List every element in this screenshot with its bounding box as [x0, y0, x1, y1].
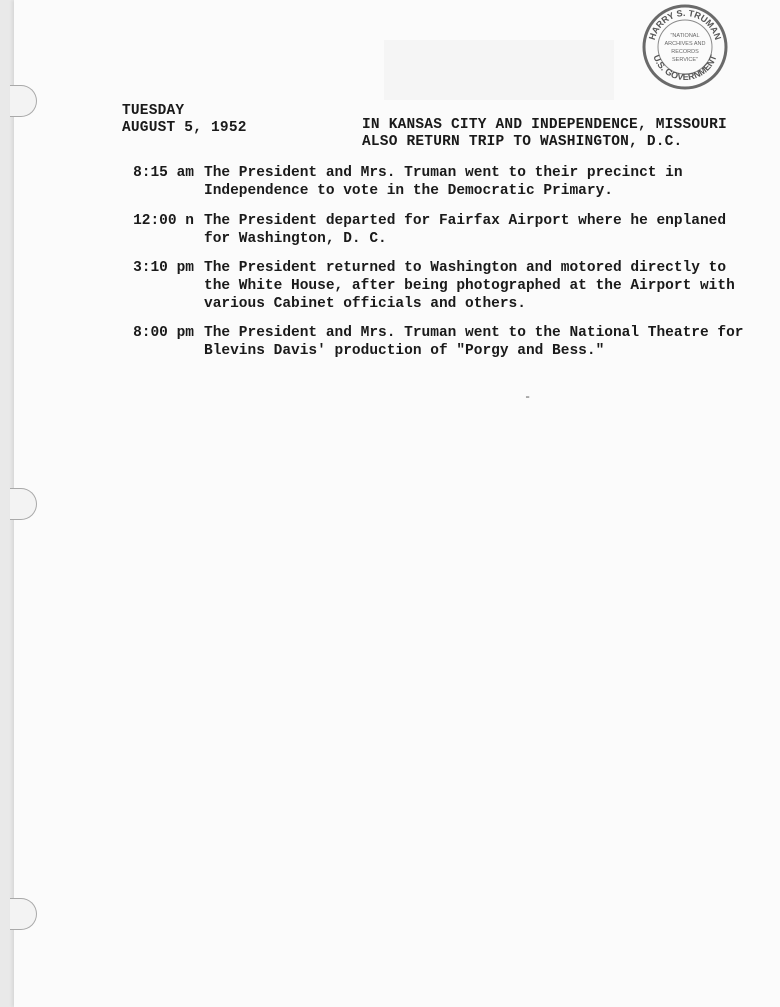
punch-hole-top: [10, 85, 37, 117]
stamp-inner-line2: ARCHIVES AND: [664, 41, 706, 47]
entry-time: 8:00 pm: [133, 325, 194, 341]
entry-line: The President departed for Fairfax Airport where he enplaned: [204, 213, 727, 229]
header-location-line1: IN KANSAS CITY AND INDEPENDENCE, MISSOURI: [362, 117, 727, 133]
header-location-line2: ALSO RETURN TRIP TO WASHINGTON, D.C.: [362, 134, 683, 150]
entry-time: 8:15 am: [133, 165, 194, 181]
entry-text: [204, 164, 724, 200]
entry-line: The President and Mrs. Truman went to their precinct in: [204, 165, 683, 181]
entry-text: [204, 259, 735, 313]
stamp-inner-line4: SERVICE": [672, 57, 698, 63]
stamp-outer-top: HARRY S. TRUMAN: [646, 7, 724, 42]
document-page: [14, 0, 780, 1007]
entry-text: [204, 212, 727, 248]
entry-text: [204, 324, 744, 360]
entry-line: The President returned to Washington and motored directly to: [204, 260, 727, 276]
bleed-through-shadow: [384, 40, 614, 100]
archives-stamp: [642, 4, 728, 90]
entry-line: Blevins Davis' production of "Porgy and Bess.": [204, 343, 605, 359]
punch-hole-middle: [10, 488, 37, 520]
entry-line: the White House, after being photographed at the Airport with: [204, 278, 735, 294]
stamp-inner-line1: "NATIONAL: [670, 33, 700, 39]
header-day: TUESDAY: [122, 103, 185, 119]
stamp-outer-bottom: U.S. GOVERNMENT: [651, 53, 719, 83]
entry-time: 3:10 pm: [133, 260, 194, 276]
archives-stamp-graphic: [642, 4, 728, 90]
entry-line: various Cabinet officials and others.: [204, 296, 526, 312]
entry-line: Independence to vote in the Democratic Primary.: [204, 183, 613, 199]
stamp-inner-line3: RECORDS: [671, 49, 699, 55]
stray-mark: -: [524, 390, 532, 404]
entry-line: for Washington, D. C.: [204, 231, 387, 247]
punch-hole-bottom: [10, 898, 37, 930]
header-date: AUGUST 5, 1952: [122, 120, 247, 136]
entry-time: 12:00 n: [133, 213, 194, 229]
entry-line: The President and Mrs. Truman went to the National Theatre for: [204, 325, 744, 341]
